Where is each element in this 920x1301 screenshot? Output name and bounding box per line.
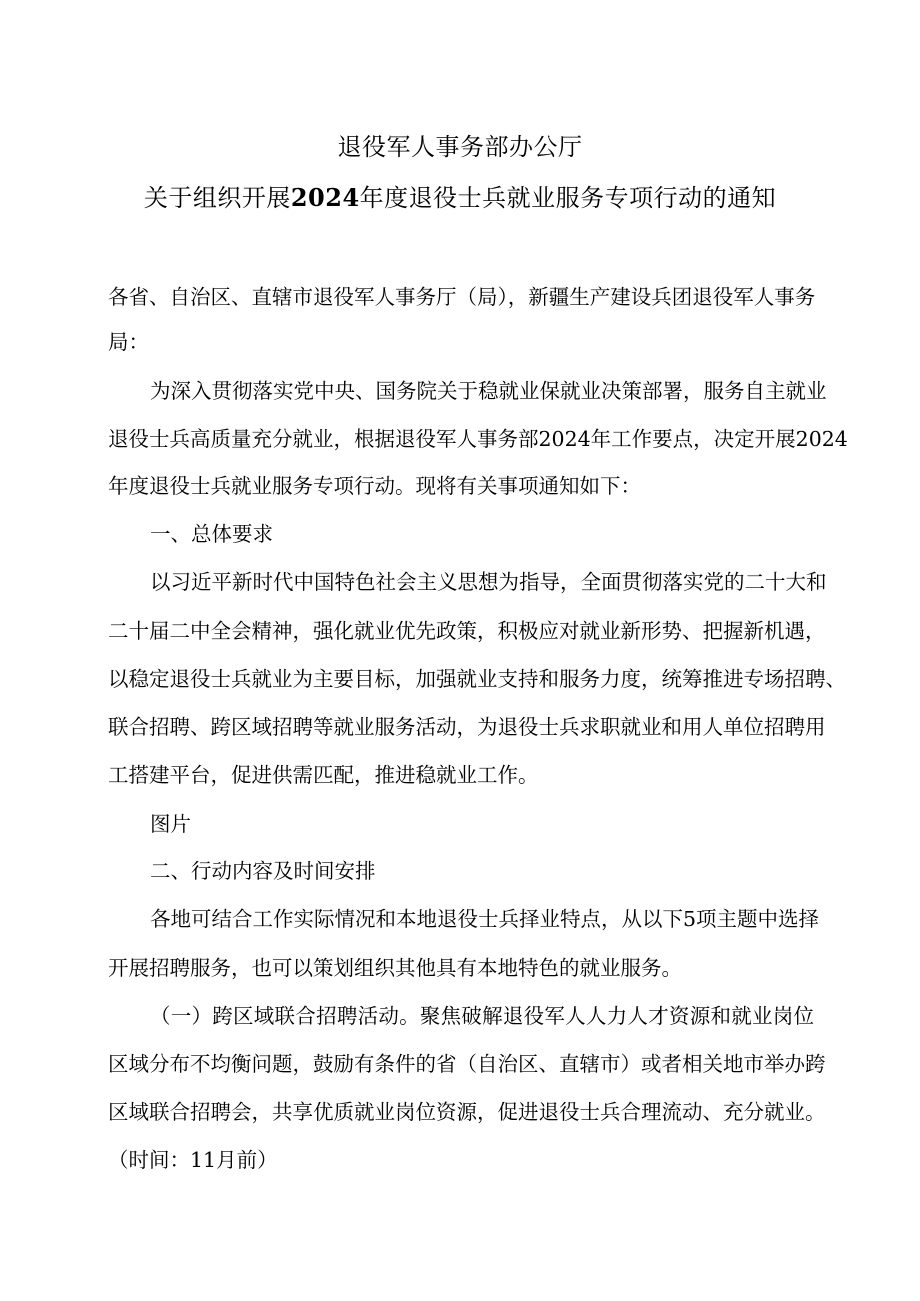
- intro-line: 退役士兵高质量充分就业，根据退役军人事务部2024年工作要点，决定开展2024: [108, 427, 848, 451]
- title-year: 2024: [290, 183, 360, 212]
- section1-paragraph-line: 以稳定退役士兵就业为主要目标，加强就业支持和服务力度，统筹推进专场招聘、: [108, 667, 846, 691]
- item1-paragraph-line: 区域联合招聘会，共享优质就业岗位资源，促进退役士兵合理流动、充分就业。: [108, 1100, 826, 1124]
- section1-paragraph-line: 以习近平新时代中国特色社会主义思想为指导，全面贯彻落实党的二十大和: [150, 570, 827, 594]
- addressee-line: 局：: [108, 330, 149, 354]
- image-placeholder-text: 图片: [150, 812, 191, 836]
- addressee-line: 各省、自治区、直辖市退役军人事务厅（局），新疆生产建设兵团退役军人事务: [108, 285, 816, 309]
- section2-paragraph-line: 各地可结合工作实际情况和本地退役士兵择业特点，从以下5项主题中选择: [150, 907, 820, 931]
- section1-paragraph-line: 二十届二中全会精神，强化就业优先政策，积极应对就业新形势、把握新机遇，: [108, 619, 826, 643]
- section2-paragraph-line: 开展招聘服务，也可以策划组织其他具有本地特色的就业服务。: [108, 956, 682, 980]
- document-title-issuer: 退役军人事务部办公厅: [337, 133, 583, 161]
- section-heading-actions-schedule: 二、行动内容及时间安排: [150, 859, 376, 883]
- item1-paragraph-line: （一）跨区域联合招聘活动。聚焦破解退役军人人力人才资源和就业岗位: [150, 1004, 814, 1028]
- intro-line: 为深入贯彻落实党中央、国务院关于稳就业保就业决策部署，服务自主就业: [150, 379, 827, 403]
- section-heading-general-requirements: 一、总体要求: [150, 522, 273, 546]
- section1-paragraph-line: 联合招聘、跨区域招聘等就业服务活动，为退役士兵求职就业和用人单位招聘用: [108, 715, 826, 739]
- section1-paragraph-line: 工搭建平台，促进供需匹配，推进稳就业工作。: [108, 763, 539, 787]
- intro-line: 年度退役士兵就业服务专项行动。现将有关事项通知如下：: [108, 474, 641, 498]
- item1-paragraph-line: （时间：11月前）: [108, 1148, 278, 1172]
- item1-paragraph-line: 区域分布不均衡问题，鼓励有条件的省（自治区、直辖市）或者相关地市举办跨: [108, 1052, 826, 1076]
- document-title-subject: 关于组织开展2024年度退役士兵就业服务专项行动的通知: [143, 183, 777, 212]
